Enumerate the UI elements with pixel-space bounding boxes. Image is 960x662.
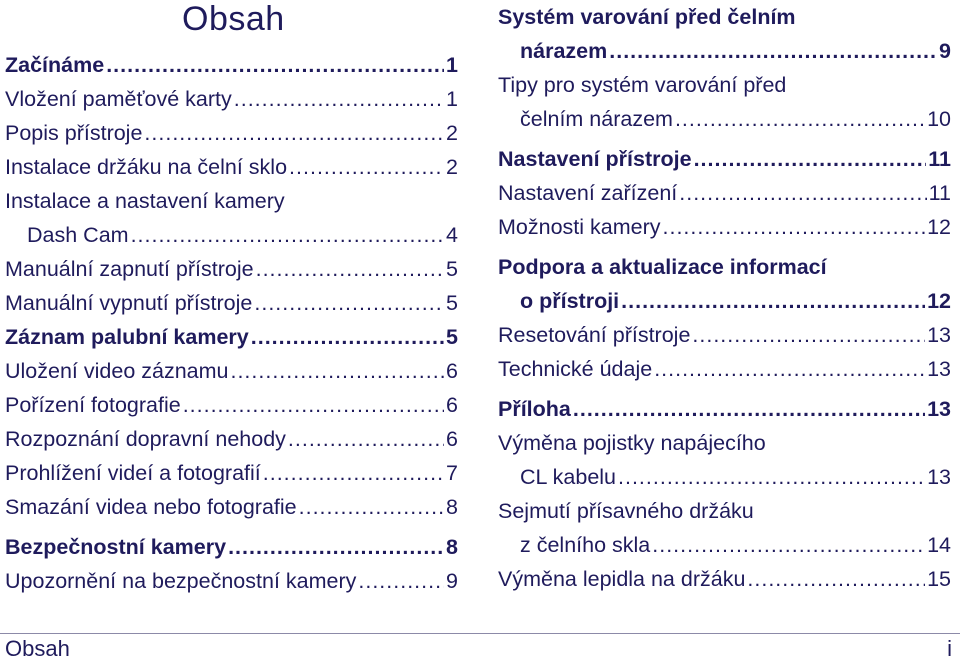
toc-entry[interactable] [5,252,458,286]
leader-dots [251,320,444,354]
leader-dots [299,490,444,524]
toc-entry[interactable] [5,354,458,388]
toc-label-line2: nárazem [520,39,608,63]
toc-page-number: 4 [446,223,458,247]
footer-divider [0,633,960,634]
toc-page-number: 6 [446,393,458,417]
toc-page-number: 13 [927,323,951,347]
toc-left-column [5,48,458,598]
leader-dots [254,286,444,320]
toc-label: Instalace držáku na čelní sklo [5,155,288,179]
toc-entry[interactable] [498,562,951,596]
toc-page-number: 9 [446,569,458,593]
toc-entry[interactable] [498,210,951,244]
toc-right-column [498,0,951,596]
toc-entry[interactable] [5,564,458,598]
toc-entry[interactable] [5,388,458,422]
leader-dots [654,352,925,386]
toc-page-number: 10 [927,107,951,131]
leader-dots [228,530,444,564]
toc-label: Uložení video záznamu [5,359,229,383]
toc-label: Vložení paměťové karty [5,87,232,111]
toc-label: Manuální vypnutí přístroje [5,291,253,315]
leader-dots [618,460,925,494]
toc-label-line1: Výměna pojistky napájecího [498,431,766,455]
toc-page-number: 5 [446,257,458,281]
leader-dots [652,528,925,562]
toc-label: Pořízení fotografie [5,393,181,417]
toc-page-number: 14 [927,533,951,557]
toc-label-line1: Systém varování před čelním [498,5,796,29]
toc-label: Výměna lepidla na držáku [498,567,746,591]
page-title: Obsah [182,0,285,38]
toc-page-number: 13 [927,465,951,489]
toc-page-number: 1 [446,53,458,77]
toc-entry[interactable] [5,184,458,252]
toc-entry[interactable] [5,116,458,150]
leader-dots [747,562,925,596]
toc-entry[interactable] [5,530,458,564]
toc-entry[interactable] [498,68,951,136]
toc-entry[interactable] [498,352,951,386]
leader-dots [230,354,444,388]
footer-section-name: Obsah [5,636,70,661]
leader-dots [692,318,925,352]
toc-entry[interactable] [498,318,951,352]
toc-label-line1: Sejmutí přísavného držáku [498,499,754,523]
leader-dots [256,252,444,286]
leader-dots [183,388,444,422]
toc-entry[interactable] [498,142,951,176]
toc-label: Popis přístroje [5,121,143,145]
leader-dots [609,34,937,68]
toc-label-line2: Dash Cam [27,223,129,247]
toc-label: Rozpoznání dopravní nehody [5,427,286,451]
toc-entry[interactable] [5,422,458,456]
toc-page-number: 15 [927,567,951,591]
toc-label-line2: čelním nárazem [520,107,673,131]
toc-entry[interactable] [498,494,951,562]
toc-label-line1: Instalace a nastavení kamery [5,189,285,213]
toc-label-line2: z čelního skla [520,533,651,557]
leader-dots [263,456,444,490]
leader-dots [621,284,925,318]
toc-label: Manuální zapnutí přístroje [5,257,254,281]
leader-dots [679,176,926,210]
toc-entry[interactable] [5,490,458,524]
leader-dots [675,102,925,136]
toc-entry[interactable] [5,320,458,354]
toc-page-number: 1 [446,87,458,111]
toc-page-number: 11 [928,181,951,205]
leader-dots [144,116,444,150]
toc-entry[interactable] [5,456,458,490]
toc-page-number: 2 [446,121,458,145]
toc-label-line2: CL kabelu [520,465,617,489]
toc-label: Upozornění na bezpečnostní kamery [5,569,357,593]
toc-page-number: 2 [446,155,458,179]
toc-entry[interactable] [498,392,951,426]
toc-page-number: 12 [927,289,951,313]
toc-label: Záznam palubní kamery [5,325,249,349]
toc-page-number: 5 [446,325,458,349]
toc-page-number: 9 [939,39,951,63]
toc-label: Nastavení zařízení [498,181,678,205]
leader-dots [694,142,927,176]
toc-page-number: 13 [927,357,951,381]
toc-entry[interactable] [498,426,951,494]
toc-entry[interactable] [498,176,951,210]
leader-dots [234,82,444,116]
toc-label-line2: o přístroji [520,289,620,313]
toc-label: Bezpečnostní kamery [5,535,227,559]
toc-label-line1: Podpora a aktualizace informací [498,255,827,279]
toc-entry[interactable] [5,286,458,320]
footer-page-number: i [947,636,952,661]
toc-label: Prohlížení videí a fotografií [5,461,261,485]
toc-label: Nastavení přístroje [498,147,692,171]
leader-dots [289,150,444,184]
toc-page-number: 11 [928,147,951,171]
toc-page-number: 8 [446,495,458,519]
toc-entry[interactable] [498,0,951,68]
toc-entry[interactable] [5,82,458,116]
toc-page-number: 8 [446,535,458,559]
toc-entry[interactable] [5,48,458,82]
leader-dots [573,392,925,426]
leader-dots [288,422,444,456]
toc-label: Smazání videa nebo fotografie [5,495,297,519]
toc-label: Technické údaje [498,357,653,381]
toc-entry[interactable] [5,150,458,184]
leader-dots [106,48,444,82]
leader-dots [663,210,926,244]
toc-page-number: 12 [927,215,951,239]
leader-dots [358,564,444,598]
toc-page-number: 6 [446,359,458,383]
leader-dots [131,218,444,252]
toc-label: Příloha [498,397,571,421]
toc-label-line1: Tipy pro systém varování před [498,73,787,97]
toc-page-number: 7 [446,461,458,485]
toc-page-number: 13 [927,397,951,421]
toc-label: Možnosti kamery [498,215,661,239]
toc-label: Začínáme [5,53,105,77]
toc-label: Resetování přístroje [498,323,691,347]
toc-page-number: 5 [446,291,458,315]
toc-page-number: 6 [446,427,458,451]
toc-entry[interactable] [498,250,951,318]
